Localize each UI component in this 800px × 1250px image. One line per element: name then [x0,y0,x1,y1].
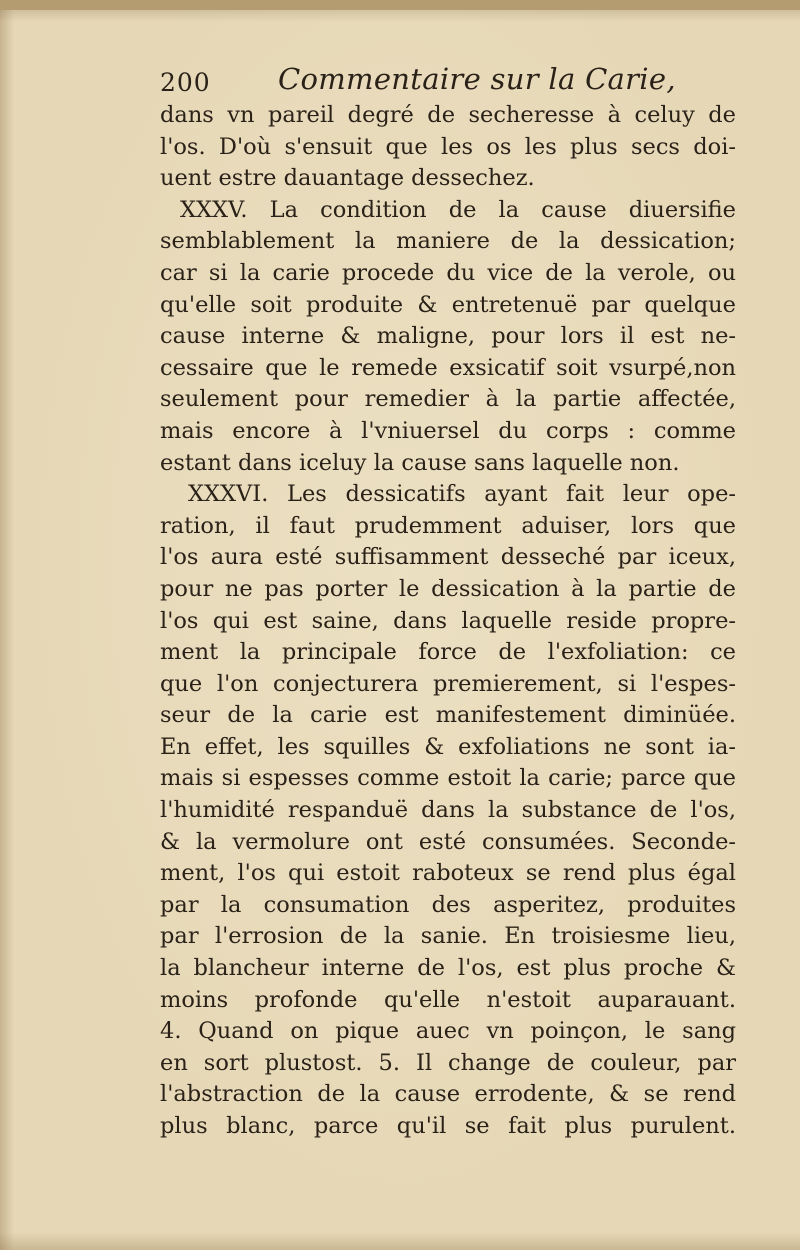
text-line: cessaire que le remede exsicatif soit vsurpé,non [160,354,736,381]
text-line: ration, il faut prudemment aduiser, lors que [160,512,736,539]
text-line: dans vn pareil degré de secheresse à celuy de [160,102,736,128]
text-line: mais encore à l'vniuersel du corps : comme [160,417,736,444]
text-line: moins profonde qu'elle n'estoit auparauant. [160,986,736,1013]
page-header [160,62,680,102]
text-line: 4. Quand on pique auec vn poinçon, le sang [160,1018,736,1045]
text-line: par l'errosion de la sanie. En troisiesme lieu, [160,923,736,950]
text-line: l'humidité respanduë dans la substance de l'os, [160,797,736,824]
text-line: seulement pour remedier à la partie affectée, [160,386,736,413]
text-line: la blancheur interne de l'os, est plus proche & [160,955,736,982]
text-line: car si la carie procede du vice de la verole, ou [160,259,736,286]
text-line: l'abstraction de la cause errodente, & se rend [160,1081,736,1108]
text-line: & la vermolure ont esté consumées. Seconde- [160,828,736,855]
text-line: l'os aura esté suffisamment desseché par iceux, [160,544,736,571]
section-heading-line: XXXVI. Les dessicatifs ayant fait leur ope- [188,481,736,508]
text-line: En effet, les squilles & exfoliations ne sont ia- [160,733,736,760]
text-line: qu'elle soit produite & entretenuë par quelque [160,291,736,318]
text-line: cause interne & maligne, pour lors il est ne- [160,323,736,350]
running-title: Commentaire sur la Carie, [278,62,676,96]
text-line: mais si espesses comme estoit la carie; parce que [160,765,736,792]
text-line: seur de la carie est manifestement diminüée. [160,702,736,729]
text-line: par la consumation des asperitez, produites [160,891,736,918]
text-line: ment, l'os qui estoit raboteux se rend plus égal [160,860,736,887]
section-heading-line: XXXV. La condition de la cause diuersifie [180,196,736,223]
text-line: en sort plustost. 5. Il change de couleur, par [160,1049,736,1076]
body-text [160,100,736,1143]
text-line: plus blanc, parce qu'il se fait plus purulent. [160,1113,736,1139]
text-line: ment la principale force de l'exfoliation: ce [160,639,736,666]
text-line: semblablement la maniere de la dessication; [160,228,736,255]
text-line: l'os. D'où s'ensuit que les os les plus secs doi- [160,133,736,160]
text-line: l'os qui est saine, dans laquelle reside propre- [160,607,736,634]
text-line: que l'on conjecturera premierement, si l'espes- [160,670,736,697]
text-line: estant dans iceluy la cause sans laquelle non. [160,449,680,476]
text-line: uent estre dauantage dessechez. [160,165,535,192]
page-number: 200 [160,68,211,97]
text-line: pour ne pas porter le dessication à la partie de [160,575,736,602]
page-top-edge [0,0,800,10]
